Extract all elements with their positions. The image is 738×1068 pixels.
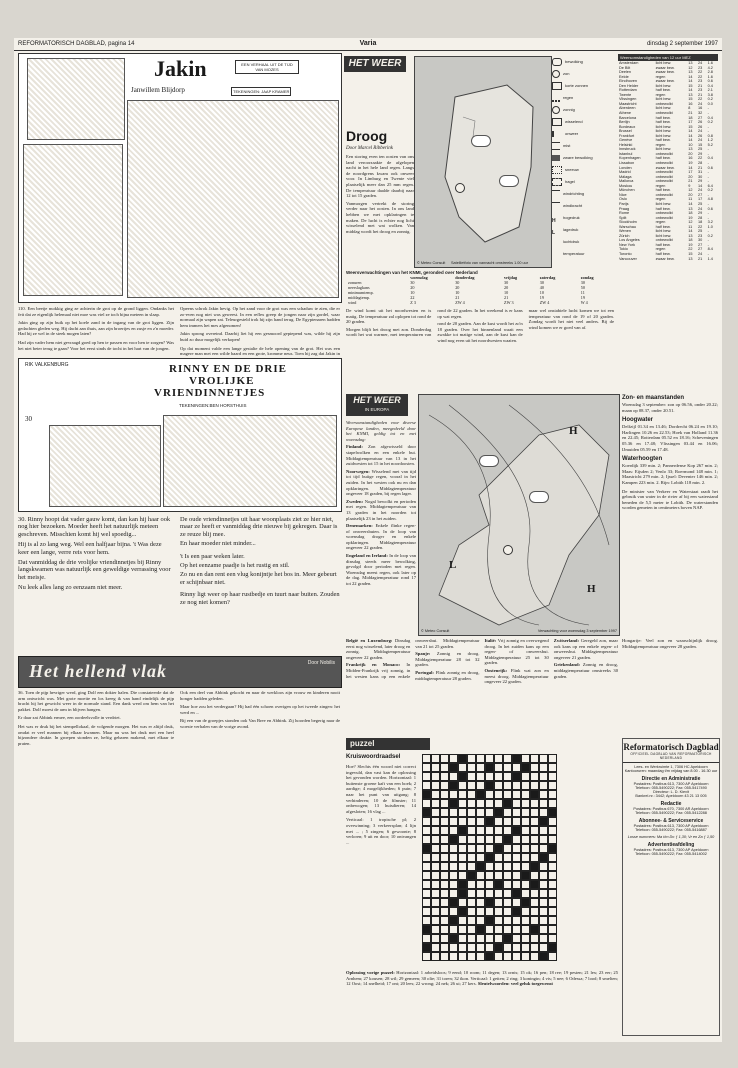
legend-item: korte zonnen [552,80,612,92]
europe-intro: Weersomstandigheden voor diverse Europese landen, meegedeeld door het KNMI, geldig tot en met woensdag: [346,420,416,442]
weather-right-1: rond de 20 graden. Aan de kust wordt het zo'n 18 graden. Over het binnenland waait een zwakke tot matige wind, aan de kust kan de wind nog even uit het noordwesten waaien. [437,321,523,343]
rinny-panel-landscape [163,415,337,507]
legend-item: regen [552,92,612,104]
colophon-adv-line: Postadres: Postbus 613, 7300 AP Apeldoorn [633,848,709,852]
pressure-icon [552,239,560,245]
colophon-red-title: Redactie [660,801,682,807]
city-row: Parijs licht bew. 14 25 - [619,201,709,206]
rinny-p4: Nu leek alles lang zo eenzaam niet meer. [18,584,123,592]
colophon [622,738,720,1036]
city-row: Berlijn half bew. 17 26 0.2 [619,120,713,125]
header-section: Varia [359,40,377,47]
forecast-day: donderdag [455,275,475,280]
weather-title: Droog [346,128,388,144]
legend-item: Hhogedruk [552,215,580,224]
puzzle-clues [346,764,416,964]
sunny-icon [552,106,560,114]
weather-body-2: Vanmorgen vertrekt de storing verder naar het oosten. In ons land hebben we met opklaringen te maken. De lucht is echter nog licht wisselend met wat wolken. Van middag wordt het droog en zonnig. [346,200,414,234]
low-pressure-icon: L [449,559,457,571]
europe-logo [346,394,408,416]
weather-author: Door Marcel Ribberink [346,146,394,151]
europe-hongarije: Hongarije: Veel zon en waarschijnlijk droog. Middagtemperatuur ongeveer 28 graden. [622,638,718,649]
city-row: Los Angeles onbewolkt 18 30 - [619,238,709,243]
hellend-p2: Er daar zat Abbink ermee, een oordeelsvolle in verdriet. [18,715,121,721]
colophon-dir-line: Telefoon: 055-5490222; Fax: 055-5417490 [635,786,707,790]
puzzle-vertical: Verticaal: 1 tropische pl; 2 overwinning; 3 verkeersplan; 4 lijn met ... ; 5 zingen; 6 gewoonte; 8 verloren; 9 uit en door; 10 ontvangen ... [346,817,416,845]
colophon-adv-line: Telefoon: 055-5490222; Fax: 055-5414002 [635,852,707,856]
jakin-panel-cave [23,144,123,296]
water-levels-text: Koerdijk 339 min. 2; Pannerdense Kop 267 min. 2; Maas: Eijsden 2; Venlo 33; Roermond 148 min. 1; Maastricht 279 min. 2; Ijssel: Deventer 146 min. 2; Kampen 223 min. 2. Rijn: Lobith 118 min. 2. [622,463,718,485]
heavy-cloud-icon [552,155,560,161]
solution-horizontal: Horizontaal: 1 arbeidsloos; 9 eend; 10 room; 11 degen; 13 ornis; 15 ok; 16 pen; 18 ree; 19 pesten; 21 lex; 23 eer; 25 Arnhem; 27 kousen; 28 wil; 29 gemeen; 30 olie; 31 toren; 32 ikon. [346,970,618,981]
city-row: Innsbruck licht bew. 13 25 - [619,147,709,152]
sun-icon [552,70,560,78]
rinny-p1: 30. Rinny hoopt dat vader gauw komt, dan kan hij haar ook nog hier bezoeken. Moeder heeft het natuurlijk meteen geschreven. Misschien komt hij wel spoedig... [18,516,171,538]
city-row: Tokio regen 22 27 8.4 [619,247,713,252]
city-row: Málaga onbewolkt 20 30 - [619,174,709,179]
forecast-row: zonuren 30 30 30 30 30 [348,280,585,285]
rinny-panel-girl [49,425,161,507]
map-caption: Satellietfoto van vannacht omstreeks 1.00 uur [451,261,529,265]
variable-icon [552,118,562,126]
city-row: Londen zwaar bew. 14 21 0.6 [619,165,713,170]
legend-item: temperatuur [552,248,612,260]
weather-body-4: Morgen blijft het droog met zon. Donderdag wordt het wat warmer, met temperaturen van rond de 22 graden. In het weekend is er kans op wat regen. [346,308,523,338]
high-pressure-icon: H [569,425,578,437]
high-water-text: Delfzijl 01.34 en 13.46; Dordrecht 06.24 en 19.10; Harlingen 10.26 en 22.53; Hoek van Holland 11.36 en 22.45; Rotterdam 05.52 en 18.16; Scheveningen 05.36 en 17.48; Vlissingen 03.44 en 16.06; IJmuiden 05.59 en 17.48. [622,424,718,452]
city-row: Den Helder licht bew. 15 21 0.4 [619,83,713,88]
legend-item: zon [552,68,612,80]
weather-body-1: Een storing even ten oosten van ons land veroorzaakte de afgelopen nacht in het hele land regen. Langs de noordgrens kwam ook onweer voor. In Limburg en Twente viel plaatselijk meer dan 25 mm regen. De temperatuur daalde daarbij naar 12 tot 15 graden. [346,154,414,199]
water-extra-text: De minister van Verkeer en Waterstaat raadt het gebruik van water in de rivier af bij een waterstand beneden de 5,5 meter te Lobith. De waterstanden worden gemeten in centimeters boven NAP. [622,488,718,511]
forecast-table-title: Weersverwachtingen van het KNMI, geronded over Nederland [346,270,478,275]
weather-legend [552,56,612,266]
rinny-comic [18,358,342,512]
jakin-p2: Jakin ging op zijn buik op het koele zand in de ingang van de grot liggen. Zijn gedachten gleden weg. Hij dacht aan thuis, aan zijn broertjes en zusje en z'n moeder. Had hij ze wel in de steek mogen laten? [18,320,174,337]
wind-force-icon [552,202,560,209]
city-row: Split onbewolkt 19 28 - [619,215,709,220]
hellend-p1: 36. Toen de pijp hevriger werd, ging Dolf een dokter halen. Die constateerde dat de arm ontwricht was. Met grote moeite en los kreeg ik van hand eindelijk de pijp bracht hij het gewricht weer in de normale stand. Een dank werd om hem van het pakket. Dolf moest de arm in blijven hangen. [18,690,174,712]
europe-map-caption: Verwachting voor woensdag 3 september 1997 [537,629,617,633]
snow-icon [552,166,562,174]
europe-country-forecast: Spanje: Zonnig en droog. Middagtemperatuur 28 tot 32 graden. [415,651,480,668]
forecast-row: neerslagkans 20 20 20 40 50 [348,285,585,290]
colophon-dir-title: Directie en Administratie [641,776,701,782]
legend-item: mist [552,140,612,152]
solution-key: Sleutelwoorden: veel geluk toegewenst [477,981,553,987]
rinny-p9: Zo nu en dan rent een vlug konijntje het bos in. Meer gebeurt er schijnbaar niet. [180,571,337,586]
city-row: Wenen licht bew. 14 25 - [619,229,709,234]
city-row: Madrid onbewolkt 17 31 - [619,170,709,175]
header-paper-name: REFORMATORISCH DAGBLAD, pagina 14 [18,41,135,47]
rinny-p6: En haar moeder niet minder... [180,540,256,548]
rinny-p7: 't Is een paar weken later. [180,552,245,560]
jakin-p1: 110. Een beetje mokkig ging ze achterin de grot op de grond liggen. Ondanks het feit dat ze eigenlijk helemaal niet moe was viel ze toch bijna meteen in slaap. [18,306,174,317]
sun-icon [455,183,465,193]
colophon-prices: Losse nummers: Ma t/m Do ƒ 1,30; Vr en Za ƒ 1,50 [627,835,715,839]
europe-country-forecast: Griekenland: Zonnig en droog, middagtemperatuur omstreeks 30 graden. [553,662,618,679]
thunder-icon [552,131,562,137]
colophon-paper-name: Reformatorisch Dagblad [623,742,719,752]
hellend-p4: Ook een deel van Abbink gekocht en naar de werkloos zijn vrouw en kinderen nooit honger hadden geleden. [180,690,340,701]
city-row: Praag half bew. 13 24 0.6 [619,206,713,211]
city-row: De Bilt zwaar bew. 12 23 4.2 [619,65,713,70]
colophon-dir-line: Postadres: Postbus 613, 7300 AP Apeldoorn [633,782,709,786]
city-row: Eindhoven zwaar bew. 14 23 0.6 [619,79,713,84]
europe-map-credit: © Meteo Consult [421,629,450,633]
jakin-tagline: EEN VERHAAL UIT DE TIJD VAN MOZES [235,60,299,74]
weather-body-3: De wind komt uit het noordwesten en is matig. De temperatuur zal oplopen tot rond de 20 graden. [346,308,432,325]
rinny-title-2: VROLIJKE [189,375,255,387]
city-row: Twente regen 13 21 3.8 [619,92,713,97]
jakin-comic [18,53,342,303]
colophon-dir-line: Directeur: L. D. Kievit [653,790,689,794]
city-row: Maastricht onbewolkt 16 24 0.0 [619,101,713,106]
city-row: Oslo regen 11 17 4.8 [619,197,713,202]
weather-map-nl [414,56,552,268]
rinny-p8: Op het eenzame paadje is het rustig en stil. [180,562,290,570]
high-water-title: Hoogwater [622,417,654,424]
city-row: Lissabon onbewolkt 19 28 - [619,161,709,166]
jakin-title: Jakin [154,56,207,81]
city-row: Vancouver zwaar bew. 13 21 1.4 [619,256,713,261]
europe-text-bottom [346,638,618,734]
jakin-panel-tent [27,58,125,140]
colophon-ab-title: Abonnee- & Serviceservice [638,818,704,824]
city-row: Helsinki regen 10 15 5.2 [619,142,713,147]
fog-icon [552,142,560,150]
forecast-day: zaterdag [539,275,556,280]
europe-country-forecast: Finland: Zon afgewisseld door stapelwolken en een enkele bui. Middagtemperatuur van 13 in het zuidwesten tot 15 in het noordoosten. [346,444,416,467]
city-row: Stockholm regen 12 18 3.2 [619,220,713,225]
hellend-p6: Bij een van de groepjes stonden ook Van Bree en Abbink. Zij hoorden begerig naar de woeste verhalen van de vorige avond. [180,718,340,729]
legend-item: zware bewolking [552,152,612,164]
city-row: Genève half bew. 14 24 1.2 [619,138,713,143]
colophon-ab-line: Postadres: Postbus 613, 7300 AP Apeldoorn [633,824,709,828]
hellend-banner [18,656,342,688]
rinny-author: RIK VALKENBURG [25,362,69,368]
hellend-title: Het hellend vlak [29,661,167,681]
tides-box [622,394,718,634]
europe-country-forecast: Noorwegen: Wisselend met van tijd tot tijd buiige regen, vooral in het zuiden. In het westen ook nu en dan opklaringen. Middagtemperatuur ongeveer 18 graden, bij regen lager. [346,468,416,497]
city-row: Warschau half bew. 11 22 1.0 [619,224,713,229]
colophon-hours: Kantooruren: maandag t/m vrijdag van 8.00 - 16.30 uur [624,769,718,773]
sun-moon-text: Woensdag 3 september: zon op 06.56, onder 20.22; maan op 08.37, onder 20.51. [622,402,718,413]
jakin-text-col1 [18,306,174,354]
puzzle-solution [346,970,618,1036]
colophon-tagline: OFFICIEEL DAGBLAD VAN REFORMATORISCH NEDERLAND [623,752,719,763]
city-row: Istanbul onbewolkt 20 29 - [619,151,709,156]
legend-item: luchtdruk [552,236,612,248]
rinny-p3: Dat vanmiddag de drie vrolijke vriendinnetjes bij Rinny langskwamen was natuurlijk een geweldige verrassing voor het meisje. [18,559,171,581]
colophon-red-line: Telefoon: 055-5490222; Fax: 055-5412288 [635,811,707,815]
weather-logo: HET WEER [344,56,406,72]
puzzle-header: puzzel [346,738,430,750]
colophon-adv-title: Advertentieafdeling [647,842,695,848]
water-levels-title: Waterhoogten [622,456,663,463]
puzzle-subtitle: Kruiswoordraadsel [346,754,401,760]
city-row: Eelde regen 14 22 1.6 [619,74,713,79]
solution-vertical: Verticaal: 1 geiten; 2 ring; 3 koningin; 4 vis; 5 nee; 6 Odessa; 7 lood; 8 smelten; 12 Oost; 14 snelheid; 17 ont; 20 lees; 22 wrong; 24 nek; 26 ui; 27 kers. [346,975,618,987]
rinny-panel-number: 30 [25,415,32,423]
europe-country-forecast: Zweden: Nogal bewolkt en perioden met regen. Middagtemperatuur van 13 graden in het noorden tot plaatselijk 23 in het zuiden. [346,498,416,521]
cloud-icon [471,135,491,147]
colophon-red-line: Postadres: Postbus 670, 7300 AR Apeldoorn [633,807,709,811]
city-row: Barcelona half bew. 18 27 0.4 [619,115,713,120]
city-table-title: Weersomstandigheden van 12 uur MEZ [618,54,718,61]
forecast-row: middagtemp. 22 21 21 19 19 [348,295,585,300]
crossword-grid[interactable] [422,754,557,961]
europe-text [346,420,416,634]
jakin-p4: Opeens schrok Jakin hevig. Op het zand voor de grot was een schaduw te zien, die er zo-even nog niet was geweest. In een reflex greep de jongen naar zijn gordel, waar normaal zijn wapen zat. Teleurgesteld trok hij zijn hand terug. De Egyptenaren hadden hem immers het mes afgenomen! [180,306,340,328]
sun-cloud-icon [552,82,562,90]
cloud-icon [479,455,499,467]
city-row: Kopenhagen half bew. 16 22 0.4 [619,156,713,161]
legend-item: bewolking [552,56,612,68]
low-pressure-icon: L [552,229,556,236]
city-row: Deelen zwaar bew. 13 22 2.8 [619,70,713,75]
weather-right-2: maar wel onstabiele lucht komen we tot een temperatuur van rond de 19 of 20 graden. Zondag wordt het niet veel anders. Bij de wind komen we er goed van af. [528,308,614,330]
sun-icon [503,545,513,555]
legend-item: sneeuw [552,164,612,176]
europe-country-forecast: Portugal: Flink zonnig en droog, middagtemperatuur 28 graden. [415,669,480,681]
rinny-p5: De oude vriendinnetjes uit haar woonplaats ziet ze hier niet, maar ze heeft er vanmiddag drie nieuwe bij gekregen. Daar is ze reuze blij mee. [180,516,338,538]
colophon-ab-line: Telefoon: 055-5490222; Fax: 055-5416887 [635,828,707,832]
rinny-title-3: VRIENDINNETJES [154,387,266,399]
forecast-table [346,275,614,305]
city-row: Moskou regen 9 14 6.4 [619,183,713,188]
city-row: Rome onbewolkt 18 29 - [619,211,709,216]
sun-moon-title: Zon- en maanstanden [622,395,685,401]
cloud-icon [529,491,549,503]
legend-item: windkracht [552,200,612,212]
weather-forecast-table [346,270,614,305]
europe-logo-title: HET WEER [353,395,401,405]
high-pressure-icon: H [587,583,596,595]
header-date: dinsdag 2 september 1997 [646,41,718,47]
rinny-text-col2 [180,516,340,606]
jakin-p3: Had zijn vader hem niet gevraagd goed op hen te passen en voor hen te zorgen? Was het niet beter terug te gaan? Voor het eerst sinds de tocht in het hart van de jongen. [18,339,174,351]
rain-icon [552,94,560,102]
colophon-dir-line: Bankrel.nr.: 3442; Apeldoorn 43 21 13 005 [635,794,707,798]
wind-direction-icon [552,190,560,197]
city-row: Rotterdam half bew. 14 23 2.1 [619,88,713,93]
solution-title: Oplossing vorige puzzel: [346,970,395,975]
city-weather-table [618,54,718,390]
weather-text-lower [346,308,614,390]
rinny-text-col1 [18,516,174,592]
europe-country-forecast: Engeland en Ierland: In de loop van dinsdag steeds meer bewolking, gevolgd door perioden met regen. Woensdag meest regen, ook later op de dag. Middagtemperatuur rond 17 tot 22 graden. [346,553,416,587]
jakin-p6: Op dat moment valde een lange gestalte de hele opening van de grot. Het was een magere man met een wilde baard en een grote, kromme neus. Toen hij zag dat Jakin in [180,345,340,357]
city-row: Toronto half bew. 15 24 - [619,251,709,256]
hellend-author: Door Nobilis [307,660,335,666]
city-row: Bordeaux licht bew. 15 26 - [619,124,709,129]
city-row: Zürich licht bew. 13 23 0.2 [619,233,713,238]
city-row: München half bew. 12 24 0.2 [619,188,713,193]
legend-item: windrichting [552,188,612,200]
city-row: Aberdeen licht bew. 8 16 - [619,106,709,111]
forecast-day: vrijdag [504,275,518,280]
forecast-day: zondag [580,275,594,280]
europe-country-forecast: Zwitserland: Geregeld zon, maar ook kans op een enkele regen- of onweersbui. Middagtemperatuur ongeveer 21 graden. [553,638,618,660]
europe-country-forecast: Oostenrijk: Flink wat zon en meest droog. Middagtemperatuur ongeveer 22 graden. [484,667,549,685]
hellend-p5: Maar hoe zou het verdergaan? Hij had één schoen overigen op het tweede zingen: het werd en ... [180,704,340,715]
jakin-author: Janwillem Blijdorp [131,86,185,94]
legend-item: wisselend [552,116,612,128]
europe-country-forecast: België en Luxemburg: Dinsdag eerst nog wisselend, later droog en zonnig. Middagtemperatuur ongeveer 22 graden. [346,638,411,660]
rinny-title-1: RINNY EN DE DRIE [169,363,287,375]
city-row: Frankfurt licht bew. 14 26 0.8 [619,133,713,138]
jakin-drawer: TEKENINGEN: JAAP KRAMER [233,89,290,94]
legend-item: onweer [552,128,612,140]
city-table [618,61,718,261]
jakin-p5: Jakin sprong overeind. Daarbij liet hij een gesmoord gepiepend was, wilde hij zijn buid zo duur mogelijk verkopen! [180,331,340,342]
legend-item: zonnig [552,104,612,116]
page-header [14,38,722,51]
legend-item: Llagedruk [552,227,579,236]
rinny-drawer: TEKENINGEN:BEN HORSTHUIS [179,403,247,408]
europe-country-forecast: Denemarken: Enkele flinke regen- of onweersbuien. In de loop van woensdag droger en enkele opklaringen. Middagtemperatuur ongeveer 22 graden. [346,523,416,551]
city-row: Athene onbewolkt 21 32 - [619,111,709,116]
hellend-text-col1 [18,690,174,1030]
city-row: Amsterdam licht bew. 13 24 1.6 [619,61,713,65]
city-row: Mallorca onbewolkt 21 29 - [619,179,709,184]
rinny-p2: Hij is al zo lang weg. Wel een halfjaar bijna. 't Was deze keer een lange, verre reis voor hem. [18,541,162,556]
temperature-icon [552,251,560,257]
city-row: Nice onbewolkt 20 27 - [619,192,709,197]
europe-logo-sub: IN EUROPA [364,407,390,412]
hellend-text-col2 [180,690,340,1030]
hail-icon [552,178,562,186]
city-row: Vlissingen licht bew. 15 22 0.2 [619,97,713,102]
puzzle-horizontal: Hoe? Slechts één woord niet correct ingevuld, dan vast kan de oplossing het gevonden worden. Horizontaal: 1 buitenste groene kaft van een boek; 2 aardige; 4 mogelijkheden; 6 puin; 7 naar het punt van uitgang; 8 verhinderen; 10 de filmster; 11 onbewogen; 13 huisdieren; 14 afgesloten; 16 vlag ... [346,764,416,814]
forecast-row: wind Z 3 ZW 4 ZW 3 ZW 4 W 4 [348,300,588,305]
cloud-icon [499,175,519,187]
colophon-address: Lees- en Werkruimte 1, 7306 HC Apeldoorn [634,765,708,769]
city-row: Brussel licht bew. 14 24 - [619,129,709,134]
high-pressure-icon: H [552,217,556,224]
cloud-icon [552,58,562,66]
europe-country-forecast: Frankrijk en Monaco: In Midden-Frankrijk vrij zonnig, in het westen kans op een enkele onweersbui. Middagtemperatuur van 21 tot 25 graden. [346,638,480,679]
hellend-p3: Het was er druk bij het stempellokaal, de volgende morgen. Het was er altijd druk, omdat er veel mannen bij elkaar kwamen. Maar nu was het druk met een heel bijzondere drukte. In groepen stonden ze, heftig gebaren makend, met elkaar te praten. [18,723,174,746]
nl-map-shape [415,57,551,267]
europe-country-forecast: Italië: Vrij zonnig en overwegend droog. In het zuiden kans op een regen- of onweersbui. Middagtemperatuur 25 tot 30 graden. [484,638,549,666]
forecast-day: woensdag [410,275,428,280]
jakin-panel-man [127,100,339,298]
forecast-row: minimumtemp. 10 10 10 10 11 [348,290,585,295]
map-credit: © Meteo Consult [417,261,446,265]
legend-item: hagel [552,176,612,188]
newspaper-page [14,38,722,1042]
jakin-text-col2 [180,306,340,365]
city-row: New York half bew. 19 27 - [619,242,709,247]
rinny-p10: Rinny ligt weer op haar rustbedje en tuurt naar buiten. Zouden ze nog niet komen? [180,591,340,606]
weather-map-europe [418,394,620,636]
europe-map-shape [419,395,619,635]
